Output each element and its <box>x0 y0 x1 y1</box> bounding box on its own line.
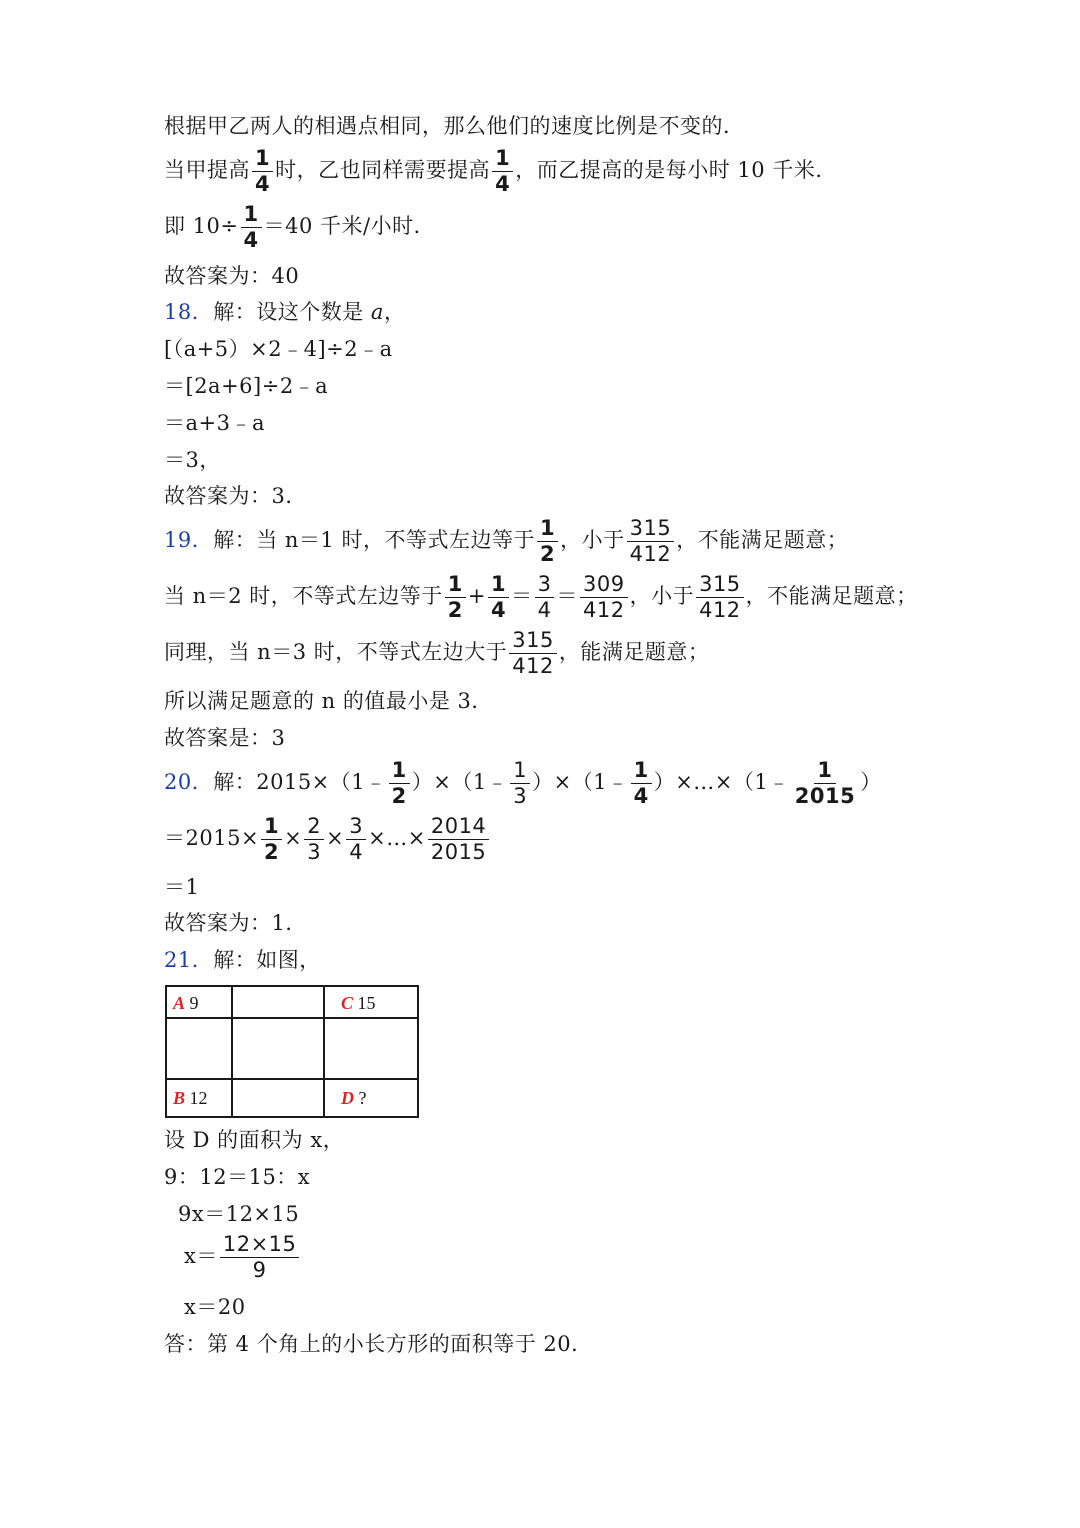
cell-b-label <box>173 1088 208 1108</box>
numerator: 1 <box>488 574 509 598</box>
cell-value: 9 <box>189 993 199 1013</box>
numerator: 2 <box>304 816 324 840</box>
denominator: 412 <box>582 598 625 622</box>
line-13 <box>164 630 709 677</box>
numerator: 12×15 <box>220 1234 300 1258</box>
denominator: 2 <box>391 784 407 808</box>
denominator: 2 <box>539 542 556 566</box>
cell-a-label <box>173 993 199 1013</box>
line-8: ＝a+3﹣a <box>164 411 265 435</box>
text: ）×（1﹣ <box>532 770 629 794</box>
text: ）×（1﹣ <box>411 770 509 794</box>
fraction-2-3 <box>304 816 324 863</box>
equals-sign: ＝ <box>511 584 533 608</box>
numerator: 1 <box>261 816 282 840</box>
denominator: 4 <box>243 228 259 252</box>
cell-c-label <box>341 993 376 1013</box>
line-9: ＝3， <box>164 448 221 472</box>
denominator: 2015 <box>430 840 487 864</box>
cell-value: ? <box>358 1088 367 1108</box>
line-24 <box>184 1234 301 1281</box>
problem-number: 21． <box>164 948 214 972</box>
divider-horizontal-2 <box>167 1078 417 1080</box>
times-ellipsis: ×…× <box>368 826 426 850</box>
numerator: 1 <box>537 518 558 542</box>
cell-d-label <box>341 1088 367 1108</box>
problem-number: 18． <box>164 300 214 324</box>
text: 同理，当 n＝3 时，不等式左边大于 <box>164 640 508 664</box>
line-2 <box>164 148 837 195</box>
fraction-2014-2015 <box>428 816 489 863</box>
denominator: 4 <box>490 598 507 622</box>
line-11 <box>164 518 848 565</box>
denominator: 2 <box>447 598 463 622</box>
text: 解：2015×（1﹣ <box>213 770 387 794</box>
fraction-1-3 <box>510 760 530 807</box>
fraction-315-412 <box>627 518 675 565</box>
fraction-309-412 <box>580 574 628 621</box>
fraction-1-4 <box>252 148 273 195</box>
fraction-1-2 <box>445 574 466 621</box>
fraction-3-4 <box>535 574 555 621</box>
denominator: 3 <box>513 784 528 808</box>
numerator: 1 <box>252 148 273 172</box>
numerator: 1 <box>510 760 530 784</box>
line-6: [（a+5）×2﹣4]÷2﹣a <box>164 337 393 361</box>
text: ）×…×（1﹣ <box>653 770 790 794</box>
times-sign: × <box>284 826 303 850</box>
line-20 <box>164 946 321 974</box>
numerator: 315 <box>696 574 744 598</box>
fraction-315-412 <box>696 574 744 621</box>
text: ，小于 <box>560 528 625 552</box>
line-15: 故答案是：3 <box>164 726 286 750</box>
text: x＝ <box>184 1244 218 1268</box>
denominator: 4 <box>349 840 364 864</box>
problem-number: 19． <box>164 528 214 552</box>
fraction-1-2 <box>537 518 558 565</box>
fraction-1-4 <box>488 574 509 621</box>
cell-letter: C <box>341 993 354 1013</box>
line-4: 故答案为：40 <box>164 264 300 288</box>
fraction-1-2015 <box>792 760 858 807</box>
denominator: 2015 <box>794 784 856 808</box>
denominator: 2 <box>264 840 280 864</box>
variable: a <box>370 300 384 324</box>
text: 当 n＝2 时，不等式左边等于 <box>164 584 443 608</box>
numerator: 1 <box>631 760 652 784</box>
fraction-1-4 <box>492 148 513 195</box>
line-16 <box>164 760 882 807</box>
numerator: 315 <box>509 630 557 654</box>
text: ＝40 千米/小时． <box>263 214 436 238</box>
numerator: 1 <box>389 760 410 784</box>
divider-vertical-2 <box>323 987 325 1116</box>
text: ，能满足题意； <box>558 640 710 664</box>
equals-sign: ＝ <box>556 584 578 608</box>
denominator: 412 <box>699 598 741 622</box>
text: 即 10÷ <box>164 214 239 238</box>
cell-value: 15 <box>357 993 376 1013</box>
denominator: 412 <box>512 654 554 678</box>
problem-number: 20． <box>164 770 214 794</box>
denominator: 412 <box>629 542 672 566</box>
area-diagram <box>165 985 419 1118</box>
line-26: 答：第 4 个角上的小长方形的面积等于 20． <box>164 1332 593 1356</box>
cell-letter: A <box>173 993 186 1013</box>
times-sign: × <box>326 826 345 850</box>
cell-value: 12 <box>189 1088 208 1108</box>
line-21: 设 D 的面积为 x， <box>164 1128 345 1152</box>
fraction-x <box>220 1234 300 1281</box>
numerator: 1 <box>241 204 262 228</box>
denominator: 4 <box>633 784 649 808</box>
cell-letter: B <box>173 1088 186 1108</box>
text: 解：当 n＝1 时，不等式左边等于 <box>213 528 535 552</box>
denominator: 4 <box>255 172 271 196</box>
denominator: 9 <box>252 1258 267 1282</box>
line-7: ＝[2a+6]÷2﹣a <box>164 374 329 398</box>
fraction-1-4 <box>241 204 262 251</box>
line-22: 9：12＝15：x <box>164 1165 311 1189</box>
numerator: 1 <box>814 760 835 784</box>
text: ＝2015× <box>164 826 260 850</box>
fraction-1-2 <box>389 760 410 807</box>
text: ，不能满足题意； <box>676 528 849 552</box>
text: ） <box>860 770 882 794</box>
fraction-315-412 <box>509 630 557 677</box>
text: ，而乙提高的是每小时 10 千米． <box>515 158 837 182</box>
numerator: 3 <box>346 816 366 840</box>
text: 解：如图， <box>213 948 321 972</box>
numerator: 3 <box>535 574 555 598</box>
denominator: 3 <box>307 840 322 864</box>
line-10: 故答案为：3． <box>164 484 307 508</box>
numerator: 1 <box>445 574 466 598</box>
numerator: 1 <box>492 148 513 172</box>
denominator: 4 <box>495 172 511 196</box>
line-23: 9x＝12×15 <box>178 1202 300 1226</box>
text: ，小于 <box>629 584 695 608</box>
text: ，不能满足题意； <box>745 584 918 608</box>
numerator: 2014 <box>428 816 489 840</box>
numerator: 315 <box>627 518 675 542</box>
numerator: 309 <box>580 574 628 598</box>
text: 当甲提高 <box>164 158 250 182</box>
line-17 <box>164 816 491 863</box>
plus-sign: + <box>467 584 486 608</box>
line-1: 根据甲乙两人的相遇点相同，那么他们的速度比例是不变的． <box>164 114 745 138</box>
cell-letter: D <box>341 1088 354 1108</box>
text: 时，乙也同样需要提高 <box>275 158 491 182</box>
line-18: ＝1 <box>164 875 200 899</box>
line-25: x＝20 <box>184 1295 246 1319</box>
line-19: 故答案为：1． <box>164 911 307 935</box>
divider-horizontal-1 <box>167 1017 417 1019</box>
fraction-1-2 <box>261 816 282 863</box>
fraction-1-4 <box>631 760 652 807</box>
fraction-3-4 <box>346 816 366 863</box>
line-5 <box>164 298 405 326</box>
text: ， <box>383 300 406 324</box>
line-14: 所以满足题意的 n 的值最小是 3． <box>164 689 493 713</box>
line-3 <box>164 204 435 251</box>
line-12 <box>164 574 918 621</box>
denominator: 4 <box>537 598 552 622</box>
divider-vertical-1 <box>231 987 233 1116</box>
text: 解：设这个数是 <box>213 300 371 324</box>
